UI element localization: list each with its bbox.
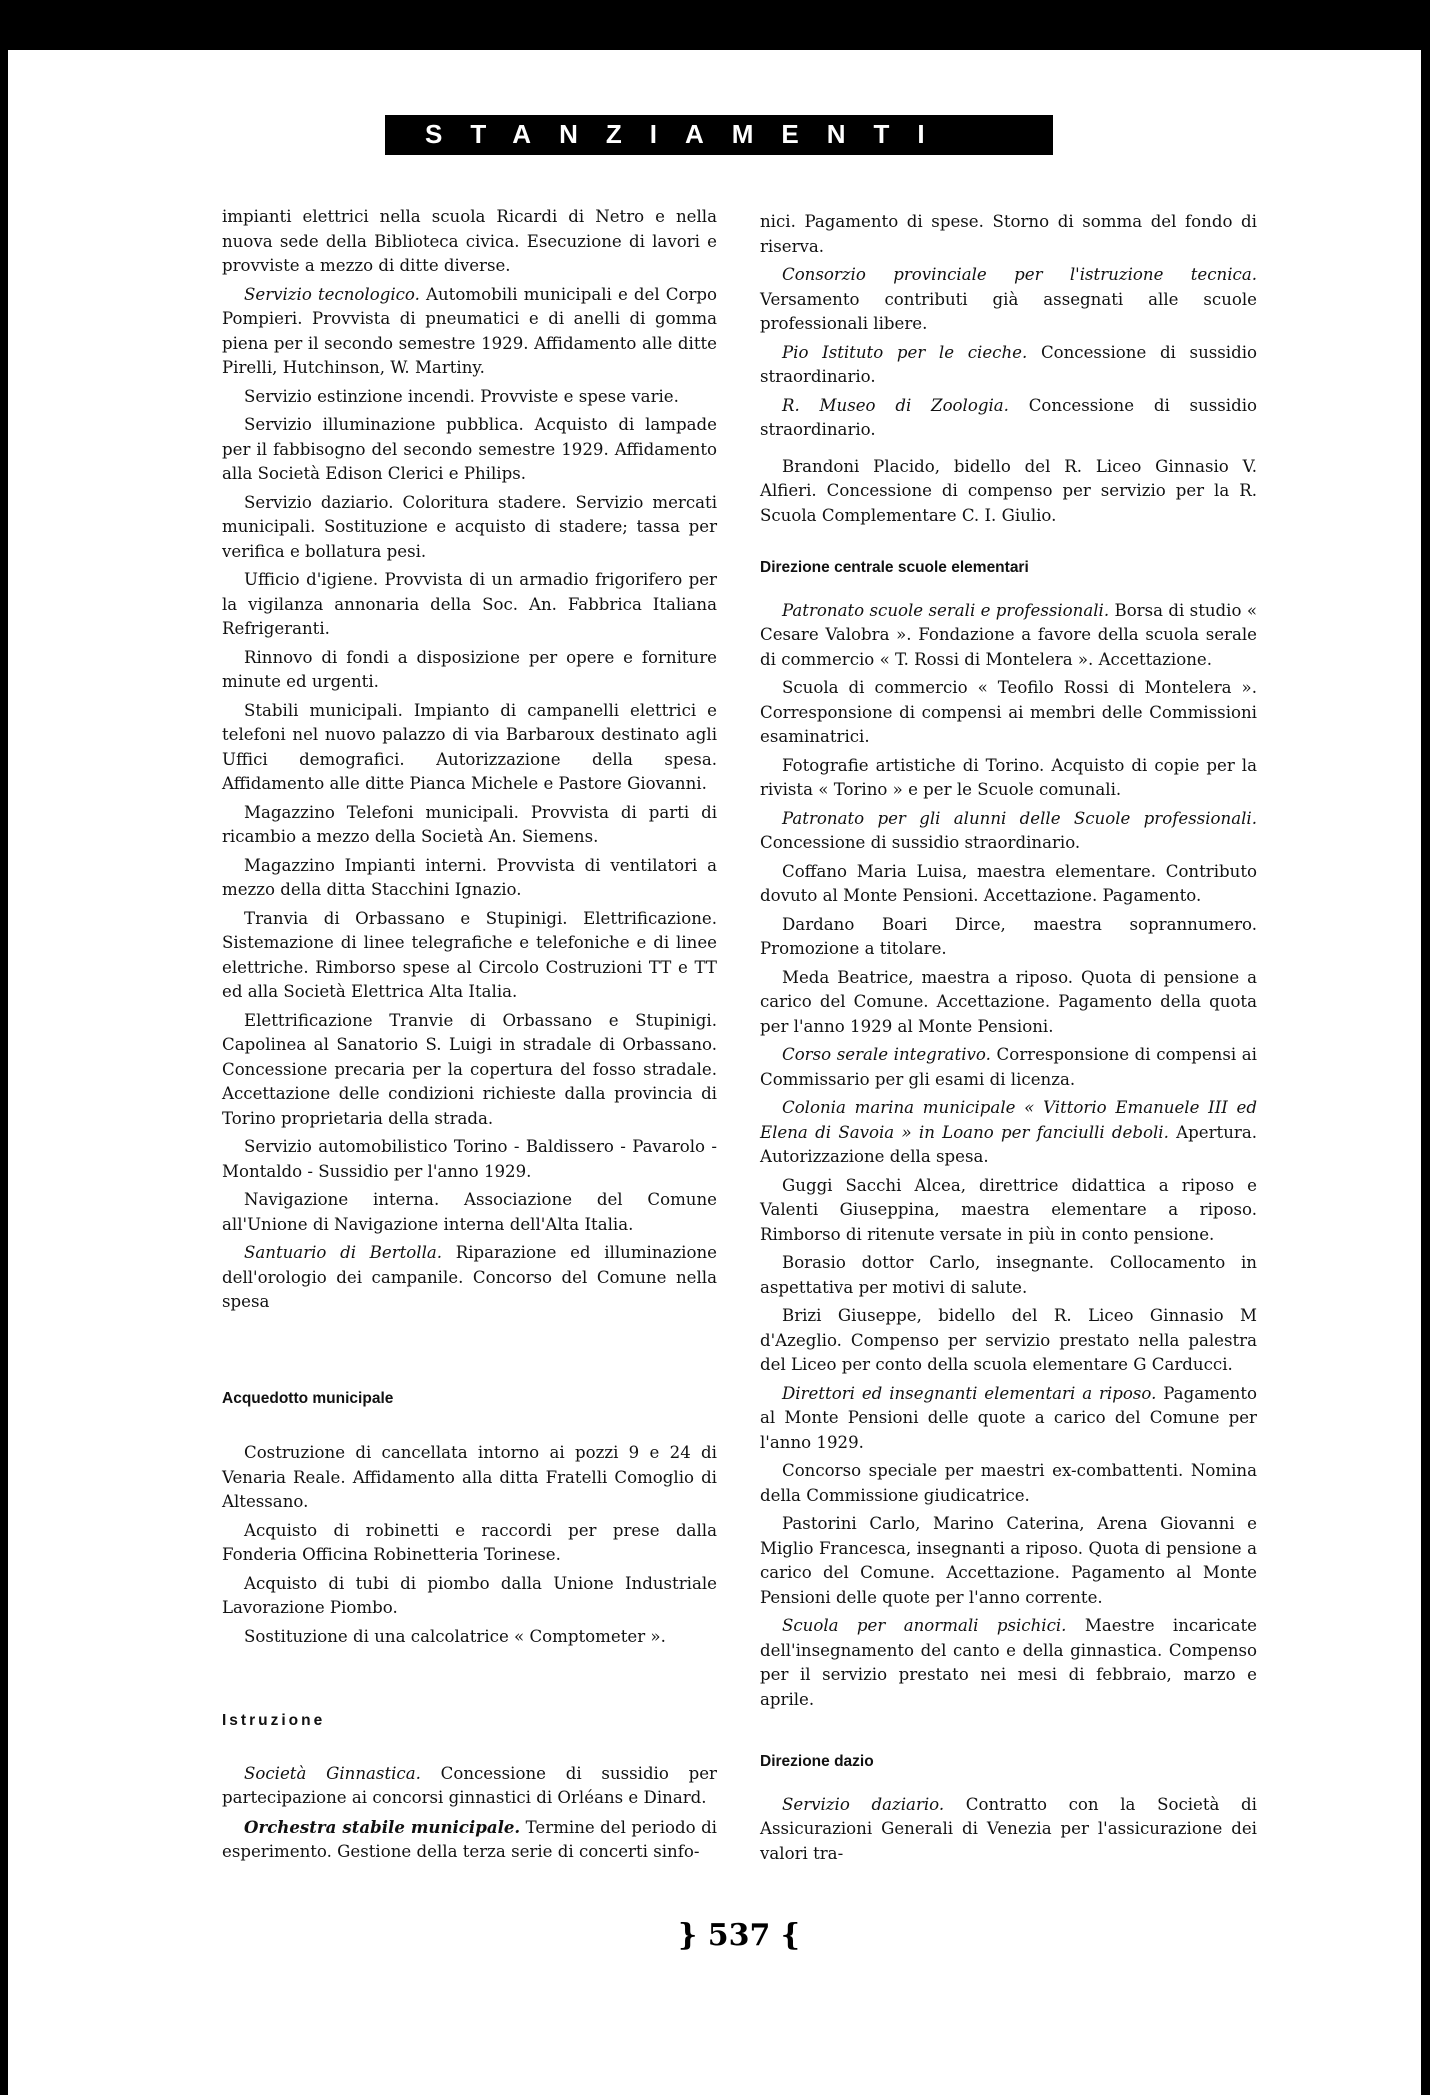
- item-text: Pagamento al Monte Pensioni delle quote a carico del Comune per l'anno 1929.: [760, 1383, 1257, 1452]
- item-text: Concessione di sussidio straordinario.: [760, 833, 1081, 852]
- item-lead: Società Ginnastica.: [244, 1763, 421, 1783]
- item-lead: Orchestra stabile municipale.: [244, 1816, 521, 1837]
- item-lead: Santuario di Bertolla.: [244, 1243, 443, 1262]
- paragraph: Servizio daziario. Coloritura stadere. Servizio mercati municipali. Sostituzione e acquisto di stadere; tassa per verifica e bollatura pesi.: [222, 492, 717, 561]
- paragraph: Ufficio d'igiene. Provvista di un armadio frigorifero per la vigilanza annonaria della Soc. An. Fabbrica Italiana Refrigeranti.: [222, 570, 717, 638]
- paragraph: Magazzino Impianti interni. Provvista di ventilatori a mezzo della ditta Stacchini Ignazio.: [222, 855, 717, 899]
- paragraph: Dardano Boari Dirce, maestra soprannumero. Promozione a titolare.: [760, 914, 1257, 958]
- paragraph: Sostituzione di una calcolatrice « Comptometer ».: [244, 1626, 666, 1646]
- paragraph: Brizi Giuseppe, bidello del R. Liceo Ginnasio M d'Azeglio. Compenso per servizio prestato nella palestra del Liceo per conto della scuola elementare G Carducci.: [760, 1306, 1257, 1374]
- item-lead: Patronato per gli alunni delle Scuole professionali.: [782, 808, 1257, 828]
- paragraph: Meda Beatrice, maestra a riposo. Quota di pensione a carico del Comune. Accettazione. Pagamento della quota per l'anno 1929 al Monte Pensioni.: [760, 967, 1257, 1036]
- item-lead: Scuola per anormali psichici.: [782, 1616, 1067, 1635]
- paragraph: Navigazione interna. Associazione del Comune all'Unione di Navigazione interna dell'Alta Italia.: [222, 1190, 717, 1234]
- paragraph: Magazzino Telefoni municipali. Provvista di parti di ricambio a mezzo della Società An. Siemens.: [222, 802, 717, 846]
- item-text: Contratto con la Società di Assicurazioni Generali di Venezia per l'assicurazione dei valori tra-: [760, 1794, 1257, 1863]
- item-lead: Pio Istituto per le cieche.: [782, 342, 1028, 362]
- paragraph: impianti elettrici nella scuola Ricardi di Netro e nella nuova sede della Biblioteca civica. Esecuzione di lavori e provviste a mezzo di ditte diverse.: [222, 207, 717, 275]
- item-lead: Direttori ed insegnanti elementari a riposo.: [782, 1383, 1157, 1403]
- item-lead: Patronato scuole serali e professionali.: [782, 600, 1110, 620]
- item-text: Corresponsione di compensi ai Commissario per gli esami di licenza.: [760, 1045, 1257, 1089]
- item-lead: Corso serale integrativo.: [782, 1045, 991, 1064]
- paragraph: [222, 1241, 717, 1315]
- paragraph: Guggi Sacchi Alcea, direttrice didattica a riposo e Valenti Giuseppina, maestra elementare a riposo. Rimborso di ritenute versate in più in conto pensione.: [760, 1175, 1257, 1244]
- paragraph: Concorso speciale per maestri ex-combattenti. Nomina della Commissione giudicatrice.: [760, 1461, 1257, 1505]
- paragraph: Acquisto di tubi di piombo dalla Unione Industriale Lavorazione Piombo.: [222, 1573, 717, 1617]
- item-text: Termine del periodo di esperimento. Gestione della terza serie di concerti sinfo-: [222, 1817, 717, 1861]
- paragraph: Borasio dottor Carlo, insegnante. Collocamento in aspettativa per motivi di salute.: [760, 1253, 1257, 1297]
- page-number: } 537 {: [678, 1918, 801, 1953]
- paragraph: Tranvia di Orbassano e Stupinigi. Elettrificazione. Sistemazione di linee telegrafiche e telefoniche e di linee elettriche. Rimborso spese al Circolo Costruzioni TT e TT ed alla Società Elettrica Alta Italia.: [222, 908, 717, 1001]
- paragraph: Pastorini Carlo, Marino Caterina, Arena Giovanni e Miglio Francesca, insegnanti a riposo. Quota di pensione a carico del Comune. Accettazione. Pagamento al Monte Pensioni delle quote per l'anno corrente.: [760, 1514, 1257, 1607]
- section-heading-acquedotto: Acquedotto municipale: [222, 1389, 394, 1407]
- paragraph: [760, 1043, 1257, 1092]
- item-text: Apertura. Autorizzazione della spesa.: [760, 1122, 1257, 1166]
- paragraph: [760, 1614, 1257, 1712]
- item-text: Concessione di sussidio straordinario.: [760, 342, 1258, 386]
- item-lead: Colonia marina municipale « Vittorio Emanuele III ed Elena di Savoia » in Loano per fanciulli deboli.: [760, 1098, 1257, 1142]
- paragraph: Servizio estinzione incendi. Provviste e spese varie.: [244, 386, 679, 406]
- paragraph: nici. Pagamento di spese. Storno di somma del fondo di riserva.: [760, 212, 1257, 256]
- item-text: Versamento contributi già assegnati alle scuole professionali libere.: [760, 289, 1257, 333]
- right-column: [760, 210, 1257, 1870]
- left-column: [222, 205, 717, 1869]
- paragraph: [760, 341, 1257, 390]
- paragraph: [222, 1815, 717, 1865]
- paragraph: [760, 599, 1257, 673]
- paragraph: [760, 1382, 1257, 1456]
- item-lead: R. Museo di Zoologia.: [782, 395, 1009, 415]
- section-heading-direzione-elementari: Direzione centrale scuole elementari: [760, 559, 1029, 576]
- item-text: Automobili municipali e del Corpo Pompieri. Provvista di pneumatici e di anelli di gomma piena per il secondo semestre 1929. Affidamento alle ditte Pirelli, Hutchinson, W. Martiny.: [222, 284, 717, 377]
- item-text: Concessione di sussidio per partecipazione ai concorsi ginnastici di Orléans e Dinard.: [222, 1763, 717, 1807]
- paragraph: Elettrificazione Tranvie di Orbassano e Stupinigi. Capolinea al Sanatorio S. Luigi in stradale di Orbassano. Concessione precaria per la copertura del fosso stradale. Accettazione delle condizioni richieste dalla provincia di Torino proprietaria della strada.: [222, 1010, 717, 1128]
- paragraph: Servizio illuminazione pubblica. Acquisto di lampade per il fabbisogno del secondo semestre 1929. Affidamento alla Società Edison Clerici e Philips.: [222, 415, 717, 483]
- paragraph: [222, 1762, 717, 1811]
- paragraph: Costruzione di cancellata intorno ai pozzi 9 e 24 di Venaria Reale. Affidamento alla ditta Fratelli Comoglio di Altessano.: [222, 1443, 717, 1511]
- paragraph: [760, 807, 1257, 856]
- paragraph: Rinnovo di fondi a disposizione per opere e forniture minute ed urgenti.: [222, 647, 717, 691]
- paragraph: Brandoni Placido, bidello del R. Liceo Ginnasio V. Alfieri. Concessione di compenso per servizio per la R. Scuola Complementare C. I. Giulio.: [760, 456, 1257, 525]
- paragraph: [760, 394, 1257, 443]
- item-text: Concessione di sussidio straordinario.: [760, 395, 1258, 439]
- item-lead: Servizio daziario.: [782, 1794, 945, 1814]
- item-text: Maestre incaricate dell'insegnamento del canto e della ginnastica. Compenso per il servizio prestato nei mesi di febbraio, marzo e aprile.: [760, 1616, 1258, 1709]
- section-heading-istruzione: Istruzione: [222, 1712, 326, 1729]
- paragraph: Coffano Maria Luisa, maestra elementare. Contributo dovuto al Monte Pensioni. Accettazione. Pagamento.: [760, 861, 1257, 905]
- paragraph: Servizio automobilistico Torino - Baldissero - Pavarolo - Montaldo - Sussidio per l'anno 1929.: [222, 1137, 717, 1181]
- item-text: Riparazione ed illuminazione dell'orologio dei campanile. Concorso del Comune nella spesa: [222, 1243, 717, 1311]
- item-lead: Consorzio provinciale per l'istruzione tecnica.: [782, 265, 1257, 284]
- header-title: STANZIAMENTI: [425, 119, 953, 149]
- section-heading-dazio: Direzione dazio: [760, 1753, 874, 1770]
- paragraph: [222, 283, 717, 381]
- item-text: Borsa di studio « Cesare Valobra ». Fondazione a favore della scuola serale di commercio « T. Rossi di Montelera ». Accettazione.: [760, 600, 1257, 669]
- paragraph: [760, 1793, 1257, 1867]
- item-lead: Servizio tecnologico.: [244, 284, 420, 304]
- paragraph: Acquisto di robinetti e raccordi per prese dalla Fonderia Officina Robinetteria Torinese.: [222, 1520, 717, 1564]
- paragraph: [760, 1096, 1257, 1170]
- page-header: [385, 115, 1053, 155]
- paragraph: Fotografie artistiche di Torino. Acquisto di copie per la rivista « Torino » e per le Scuole comunali.: [760, 755, 1257, 799]
- paragraph: [760, 263, 1257, 337]
- paragraph: Scuola di commercio « Teofilo Rossi di Montelera ». Corresponsione di compensi ai membri delle Commissioni esaminatrici.: [760, 678, 1257, 746]
- paragraph: Stabili municipali. Impianto di campanelli elettrici e telefoni nel nuovo palazzo di via Barbaroux destinato agli Uffici demografici. Autorizzazione della spesa. Affidamento alle ditte Pianca Michele e Pastore Giovanni.: [222, 700, 717, 793]
